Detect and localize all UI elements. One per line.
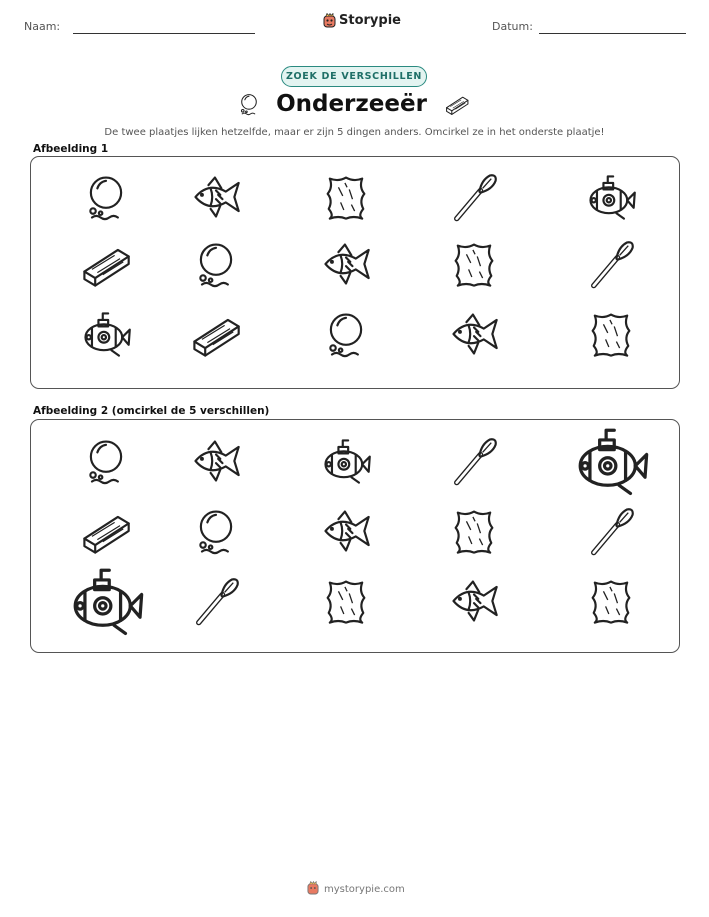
storypie-logo-icon xyxy=(307,881,319,898)
footer xyxy=(307,881,405,898)
leather-hide-icon[interactable] xyxy=(319,574,373,628)
paddle-icon xyxy=(584,237,638,291)
paddle-icon[interactable] xyxy=(584,504,638,558)
fish-icon xyxy=(319,237,373,291)
leather-hide-icon xyxy=(319,170,373,224)
fish-icon[interactable] xyxy=(189,434,243,488)
bubble-icon[interactable] xyxy=(189,504,243,558)
name-field[interactable] xyxy=(73,33,255,34)
page-title: Onderzeeër xyxy=(276,91,427,117)
date-field[interactable] xyxy=(539,33,686,34)
bubble-icon xyxy=(236,91,262,117)
paddle-icon xyxy=(447,170,501,224)
paddle-icon[interactable] xyxy=(189,574,243,628)
leather-hide-icon[interactable] xyxy=(447,504,501,558)
submarine-icon[interactable] xyxy=(571,421,652,502)
fish-icon xyxy=(447,307,501,361)
brand-logo xyxy=(323,13,401,28)
storypie-logo-icon xyxy=(323,13,336,28)
section-label-2: Afbeelding 2 (omcirkel de 5 verschillen) xyxy=(33,405,270,417)
instructions: De twee plaatjes lijken hetzelfde, maar er zijn 5 dingen anders. Omcirkel ze in het onderste plaatje! xyxy=(104,127,605,138)
date-label: Datum: xyxy=(492,20,533,33)
submarine-icon xyxy=(584,170,638,224)
name-label: Naam: xyxy=(24,20,61,33)
title-row xyxy=(0,91,709,117)
submarine-icon xyxy=(79,307,133,361)
activity-badge: ZOEK DE VERSCHILLEN xyxy=(281,66,427,87)
fish-icon[interactable] xyxy=(319,504,373,558)
picture-panel-1 xyxy=(30,156,680,389)
fish-icon xyxy=(189,170,243,224)
footer-url: mystorypie.com xyxy=(324,884,405,895)
leather-hide-icon[interactable] xyxy=(584,574,638,628)
submarine-icon[interactable] xyxy=(319,434,373,488)
bubble-icon xyxy=(189,237,243,291)
brand-name: Storypie xyxy=(339,13,401,28)
bubble-icon xyxy=(79,170,133,224)
wood-plank-icon xyxy=(189,307,243,361)
leather-hide-icon xyxy=(584,307,638,361)
bubble-icon xyxy=(319,307,373,361)
leather-hide-icon xyxy=(447,237,501,291)
wood-plank-icon xyxy=(79,237,133,291)
wood-plank-icon xyxy=(441,91,473,117)
section-label-1: Afbeelding 1 xyxy=(33,143,109,155)
wood-plank-icon[interactable] xyxy=(79,504,133,558)
paddle-icon[interactable] xyxy=(447,434,501,488)
fish-icon[interactable] xyxy=(447,574,501,628)
submarine-icon[interactable] xyxy=(66,561,147,642)
bubble-icon[interactable] xyxy=(79,434,133,488)
picture-panel-2[interactable] xyxy=(30,419,680,653)
